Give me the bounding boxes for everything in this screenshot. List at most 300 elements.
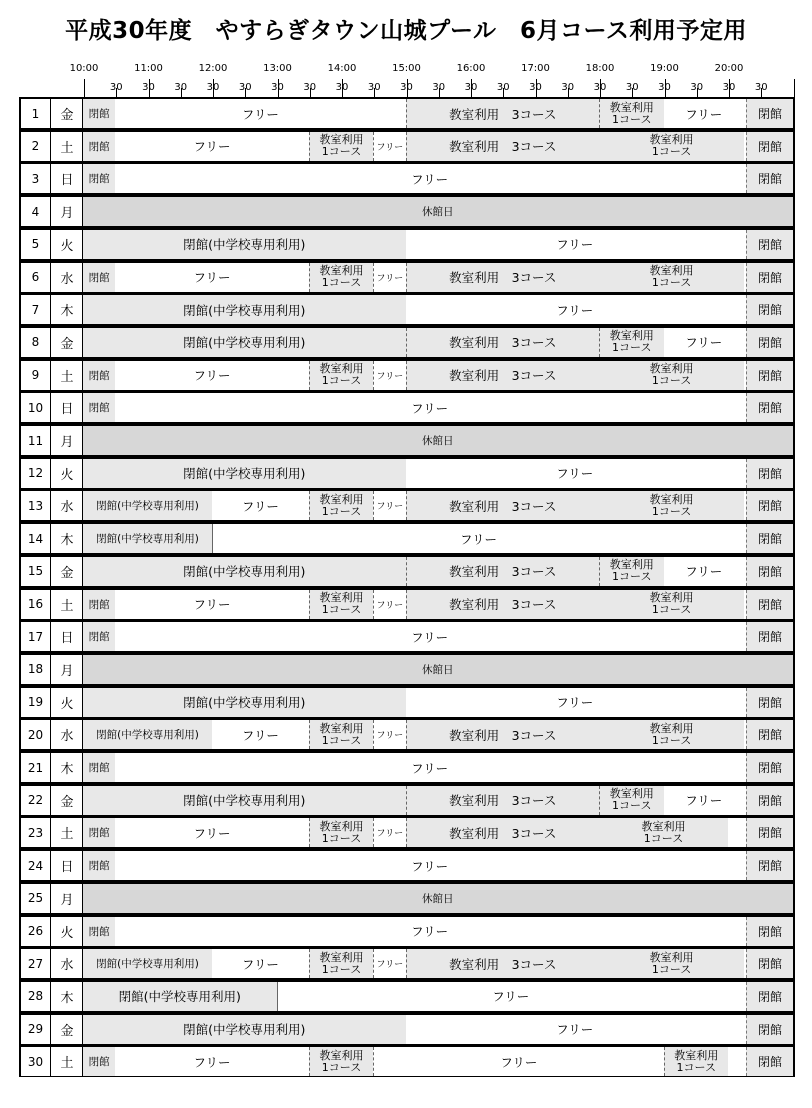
- schedule-segment: 教室利用 3コース: [406, 720, 600, 749]
- schedule-bar: [83, 263, 793, 292]
- time-tick: [84, 79, 85, 97]
- day-number: 8: [21, 328, 51, 357]
- table-row: [21, 590, 793, 619]
- segment-label-line: 1コース: [651, 733, 692, 747]
- schedule-segment: [309, 491, 374, 520]
- schedule-bar: [83, 393, 793, 422]
- table-row: [21, 917, 793, 946]
- table-row: [21, 459, 793, 488]
- day-of-week: 金: [52, 99, 83, 128]
- segment-label-line: 1コース: [612, 570, 652, 584]
- table-row: [21, 818, 793, 847]
- schedule-bar: [83, 590, 793, 619]
- time-tick: [181, 88, 182, 97]
- segment-label-line: 教室利用: [609, 100, 654, 114]
- schedule-bar: [83, 851, 793, 880]
- day-number: 19: [21, 688, 51, 717]
- schedule-segment: フリー: [373, 1047, 663, 1076]
- schedule-bar: [83, 164, 793, 193]
- schedule-segment: フリー: [373, 491, 405, 520]
- schedule-segment: 閉館: [83, 851, 115, 880]
- schedule-segment: フリー: [664, 99, 745, 128]
- segment-label-line: 教室利用: [649, 362, 694, 376]
- day-of-week: 水: [52, 491, 83, 520]
- schedule-bar: [83, 884, 793, 913]
- segment-label-line: 1コース: [321, 504, 362, 518]
- schedule-segment: 閉館(中学校専用利用): [83, 491, 212, 520]
- hour-label: 11:00: [134, 63, 163, 74]
- schedule-bar: [83, 720, 793, 749]
- schedule-segment: フリー: [277, 982, 745, 1011]
- schedule-segment: フリー: [115, 917, 744, 946]
- schedule-segment: [309, 720, 374, 749]
- closing-cell: 閉館: [746, 917, 793, 946]
- closing-cell: 閉館: [746, 164, 793, 193]
- closing-cell: 閉館: [746, 263, 793, 292]
- segment-label-line: 1コース: [651, 276, 692, 289]
- day-of-week: 土: [52, 132, 83, 161]
- minute-label: 30: [432, 82, 446, 93]
- schedule-segment: 閉館(中学校専用利用): [83, 295, 406, 324]
- table-row: [21, 557, 793, 586]
- schedule-bar: [83, 949, 793, 978]
- schedule-segment: フリー: [115, 818, 309, 847]
- schedule-segment: 休館日: [83, 197, 793, 226]
- closing-cell: 閉館: [746, 328, 793, 357]
- schedule-segment: フリー: [373, 720, 405, 749]
- schedule-segment: 閉館(中学校専用利用): [83, 720, 212, 749]
- schedule-segment: [599, 786, 664, 815]
- segment-label-line: 1コース: [676, 1060, 716, 1074]
- schedule-segment: [309, 818, 374, 847]
- time-tick: [471, 79, 472, 97]
- schedule-bar: [83, 459, 793, 488]
- table-row: [21, 491, 793, 520]
- page-title: 平成30年度 やすらぎタウン山城プール 6月コース利用予定用: [65, 18, 747, 44]
- schedule-segment: 閉館: [83, 393, 115, 422]
- segment-label-line: 教室利用: [319, 819, 364, 833]
- day-number: 15: [21, 557, 51, 586]
- schedule-segment: フリー: [115, 1047, 309, 1076]
- schedule-segment: フリー: [115, 132, 309, 161]
- day-number: 6: [21, 263, 51, 292]
- schedule-segment: 閉館(中学校専用利用): [83, 688, 406, 717]
- schedule-segment: [309, 361, 374, 390]
- schedule-segment: フリー: [115, 590, 309, 619]
- schedule-segment: フリー: [115, 393, 744, 422]
- minute-label: 30: [109, 82, 123, 93]
- day-of-week: 土: [52, 590, 83, 619]
- schedule-segment: フリー: [664, 557, 745, 586]
- hour-label: 19:00: [650, 63, 679, 74]
- schedule-segment: 閉館: [83, 1047, 115, 1076]
- schedule-bar: [83, 557, 793, 586]
- day-number: 2: [21, 132, 51, 161]
- minute-label: 30: [367, 82, 381, 93]
- segment-label-line: 教室利用: [319, 591, 364, 604]
- table-row: [21, 328, 793, 357]
- schedule-bar: [83, 818, 793, 847]
- schedule-segment: フリー: [373, 263, 405, 292]
- day-of-week: 土: [52, 818, 83, 847]
- table-row: [21, 720, 793, 749]
- day-number: 10: [21, 393, 51, 422]
- table-row: [21, 164, 793, 193]
- schedule-segment: 閉館: [83, 164, 115, 193]
- day-of-week: 日: [52, 164, 83, 193]
- day-of-week: 水: [52, 949, 83, 978]
- table-row: [21, 1015, 793, 1044]
- schedule-bar: [83, 328, 793, 357]
- schedule-segment: 教室利用 3コース: [406, 99, 600, 128]
- schedule-segment: フリー: [212, 720, 309, 749]
- schedule-segment: 閉館: [83, 361, 115, 390]
- schedule-segment: [309, 1047, 374, 1076]
- day-number: 5: [21, 230, 51, 259]
- time-tick: [149, 79, 150, 97]
- minute-label: 30: [174, 82, 188, 93]
- minute-label: 30: [400, 82, 413, 93]
- schedule-segment: [599, 328, 664, 357]
- segment-label-line: 教室利用: [609, 787, 654, 801]
- schedule-segment: フリー: [406, 1015, 745, 1044]
- schedule-segment: フリー: [664, 328, 745, 357]
- schedule-segment: フリー: [373, 949, 405, 978]
- schedule-segment: フリー: [373, 361, 405, 390]
- day-of-week: 木: [52, 753, 83, 782]
- day-number: 7: [21, 295, 51, 324]
- schedule-segment: 教室利用 3コース: [406, 786, 600, 815]
- schedule-bar: [83, 1047, 793, 1076]
- schedule-segment: 閉館: [83, 99, 115, 128]
- segment-label-line: 1コース: [321, 276, 362, 289]
- day-of-week: 金: [52, 557, 83, 586]
- table-row: [21, 230, 793, 259]
- segment-label-line: 1コース: [321, 374, 362, 388]
- schedule-bar: [83, 197, 793, 226]
- minute-label: 30: [625, 82, 639, 93]
- schedule-segment: [599, 361, 744, 390]
- schedule-segment: 教室利用 3コース: [406, 361, 600, 390]
- segment-label-line: 教室利用: [319, 721, 364, 735]
- minute-label: 30: [658, 82, 671, 93]
- schedule-table: [19, 97, 795, 1077]
- schedule-segment: [309, 263, 374, 292]
- schedule-segment: [599, 263, 744, 292]
- schedule-segment: [599, 132, 744, 161]
- schedule-segment: フリー: [664, 786, 745, 815]
- segment-label-line: 教室利用: [649, 591, 694, 604]
- closing-cell: 閉館: [746, 590, 793, 619]
- schedule-segment: 閉館: [83, 818, 115, 847]
- table-row: [21, 949, 793, 978]
- table-row: [21, 1047, 793, 1076]
- day-of-week: 火: [52, 688, 83, 717]
- day-number: 17: [21, 622, 51, 651]
- day-number: 1: [21, 99, 51, 128]
- schedule-segment: 閉館(中学校専用利用): [83, 328, 406, 357]
- day-number: 3: [21, 164, 51, 193]
- day-number: 26: [21, 917, 51, 946]
- time-tick: [665, 79, 666, 97]
- segment-label-line: 1コース: [321, 145, 362, 159]
- day-of-week: 水: [52, 263, 83, 292]
- schedule-segment: フリー: [406, 295, 745, 324]
- day-of-week: 日: [52, 622, 83, 651]
- schedule-bar: [83, 230, 793, 259]
- time-tick: [568, 88, 569, 97]
- segment-label-line: 1コース: [651, 374, 692, 388]
- schedule-segment: フリー: [373, 132, 405, 161]
- table-row: [21, 688, 793, 717]
- day-number: 22: [21, 786, 51, 815]
- closing-cell: 閉館: [746, 295, 793, 324]
- closing-cell: 閉館: [746, 851, 793, 880]
- schedule-segment: [309, 949, 374, 978]
- table-row: [21, 622, 793, 651]
- time-tick: [407, 79, 408, 97]
- time-tick: [632, 88, 633, 97]
- closing-cell: 閉館: [746, 720, 793, 749]
- schedule-bar: [83, 688, 793, 717]
- schedule-bar: [83, 917, 793, 946]
- day-of-week: 木: [52, 295, 83, 324]
- closing-cell: 閉館: [746, 99, 793, 128]
- schedule-segment: 教室利用 3コース: [406, 328, 600, 357]
- day-of-week: 月: [52, 197, 83, 226]
- schedule-segment: 教室利用 3コース: [406, 263, 600, 292]
- time-tick: [245, 88, 246, 97]
- hour-label: 18:00: [585, 63, 615, 74]
- schedule-bar: [83, 753, 793, 782]
- minute-label: 30: [206, 82, 220, 93]
- hour-label: 10:00: [69, 63, 99, 74]
- minute-label: 30: [529, 82, 542, 93]
- schedule-segment: 休館日: [83, 884, 793, 913]
- segment-label-line: 1コース: [321, 962, 362, 976]
- schedule-segment: 教室利用 3コース: [406, 557, 600, 586]
- schedule-segment: 閉館(中学校専用利用): [83, 982, 277, 1011]
- schedule-segment: フリー: [212, 524, 744, 553]
- segment-label-line: 1コース: [612, 112, 652, 126]
- day-number: 11: [21, 426, 51, 455]
- table-row: [21, 786, 793, 815]
- day-of-week: 土: [52, 361, 83, 390]
- day-of-week: 月: [52, 655, 83, 684]
- day-number: 14: [21, 524, 51, 553]
- schedule-segment: 閉館: [83, 590, 115, 619]
- schedule-bar: [83, 491, 793, 520]
- schedule-segment: [599, 949, 744, 978]
- time-tick: [503, 88, 504, 97]
- segment-label-line: 1コース: [612, 341, 652, 355]
- segment-label-line: 1コース: [321, 603, 362, 616]
- day-of-week: 水: [52, 720, 83, 749]
- day-of-week: 火: [52, 917, 83, 946]
- schedule-segment: [599, 557, 664, 586]
- schedule-segment: [309, 132, 374, 161]
- schedule-segment: 閉館(中学校専用利用): [83, 1015, 406, 1044]
- schedule-segment: フリー: [373, 590, 405, 619]
- closing-cell: 閉館: [746, 622, 793, 651]
- hour-label: 12:00: [198, 63, 228, 74]
- schedule-bar: [83, 982, 793, 1011]
- schedule-segment: フリー: [406, 230, 745, 259]
- segment-label-line: 教室利用: [641, 819, 686, 833]
- schedule-segment: 休館日: [83, 655, 793, 684]
- schedule-segment: 教室利用 3コース: [406, 949, 600, 978]
- segment-label-line: 1コース: [643, 831, 684, 845]
- time-tick: [600, 79, 601, 97]
- schedule-segment: 閉館(中学校専用利用): [83, 524, 212, 553]
- time-tick: [116, 88, 117, 97]
- schedule-segment: 教室利用 3コース: [406, 590, 600, 619]
- schedule-segment: 閉館: [83, 917, 115, 946]
- minute-label: 30: [690, 82, 704, 93]
- minute-label: 30: [722, 82, 736, 93]
- day-number: 21: [21, 753, 51, 782]
- segment-label-line: 教室利用: [649, 133, 694, 147]
- time-tick: [761, 88, 762, 97]
- day-of-week: 月: [52, 884, 83, 913]
- day-number: 12: [21, 459, 51, 488]
- minute-label: 30: [754, 82, 768, 93]
- time-tick: [439, 88, 440, 97]
- hour-label: 17:00: [521, 63, 550, 74]
- schedule-segment: [599, 590, 744, 619]
- day-of-week: 金: [52, 328, 83, 357]
- schedule-segment: フリー: [115, 164, 744, 193]
- table-row: [21, 197, 793, 226]
- schedule-segment: 教室利用 3コース: [406, 818, 600, 847]
- table-row: [21, 982, 793, 1011]
- schedule-segment: フリー: [115, 753, 744, 782]
- day-of-week: 月: [52, 426, 83, 455]
- closing-cell: 閉館: [746, 557, 793, 586]
- schedule-segment: フリー: [115, 99, 405, 128]
- minute-label: 30: [593, 82, 607, 93]
- schedule-segment: フリー: [115, 851, 744, 880]
- day-of-week: 土: [52, 1047, 83, 1076]
- day-of-week: 火: [52, 459, 83, 488]
- time-tick: [794, 79, 795, 97]
- day-number: 9: [21, 361, 51, 390]
- closing-cell: 閉館: [746, 818, 793, 847]
- schedule-segment: フリー: [212, 491, 309, 520]
- segment-label-line: 教室利用: [319, 133, 364, 147]
- closing-cell: 閉館: [746, 688, 793, 717]
- segment-label-line: 教室利用: [649, 721, 694, 735]
- segment-label-line: 教室利用: [319, 264, 364, 277]
- table-row: [21, 753, 793, 782]
- schedule-segment: 閉館(中学校専用利用): [83, 230, 406, 259]
- minute-label: 30: [271, 82, 284, 93]
- schedule-segment: 閉館(中学校専用利用): [83, 786, 406, 815]
- day-of-week: 金: [52, 1015, 83, 1044]
- segment-label-line: 教室利用: [649, 950, 694, 964]
- segment-label-line: 教室利用: [649, 264, 694, 277]
- day-of-week: 金: [52, 786, 83, 815]
- table-row: [21, 263, 793, 292]
- day-of-week: 日: [52, 851, 83, 880]
- schedule-segment: 閉館: [83, 132, 115, 161]
- table-row: [21, 132, 793, 161]
- hour-label: 14:00: [327, 63, 357, 74]
- schedule-segment: [599, 720, 744, 749]
- minute-label: 30: [561, 82, 575, 93]
- segment-label-line: 1コース: [321, 1060, 362, 1074]
- hour-label: 20:00: [714, 63, 744, 74]
- schedule-segment: 閉館(中学校専用利用): [83, 557, 406, 586]
- minute-label: 30: [335, 82, 349, 93]
- schedule-segment: フリー: [115, 263, 309, 292]
- segment-label-line: 教室利用: [319, 950, 364, 964]
- segment-label-line: 1コース: [612, 799, 652, 813]
- segment-label-line: 教室利用: [319, 492, 364, 506]
- table-row: [21, 426, 793, 455]
- closing-cell: 閉館: [746, 459, 793, 488]
- time-tick: [697, 88, 698, 97]
- schedule-segment: [309, 590, 374, 619]
- closing-cell: 閉館: [746, 786, 793, 815]
- schedule-segment: 閉館: [83, 622, 115, 651]
- schedule-segment: [599, 491, 744, 520]
- time-tick: [729, 79, 730, 97]
- segment-label-line: 教室利用: [319, 362, 364, 376]
- minute-label: 30: [303, 82, 317, 93]
- schedule-segment: フリー: [115, 622, 744, 651]
- closing-cell: 閉館: [746, 1047, 793, 1076]
- minute-label: 30: [142, 82, 155, 93]
- time-scale: [84, 79, 795, 97]
- day-number: 16: [21, 590, 51, 619]
- schedule-segment: 教室利用 3コース: [406, 491, 600, 520]
- table-row: [21, 655, 793, 684]
- table-row: [21, 884, 793, 913]
- schedule-bar: [83, 655, 793, 684]
- segment-label-line: 1コース: [321, 733, 362, 747]
- minute-label: 30: [464, 82, 478, 93]
- closing-cell: 閉館: [746, 393, 793, 422]
- schedule-segment: フリー: [212, 949, 309, 978]
- day-number: 30: [21, 1047, 51, 1076]
- closing-cell: 閉館: [746, 949, 793, 978]
- day-number: 18: [21, 655, 51, 684]
- hour-label: 13:00: [263, 63, 292, 74]
- schedule-bar: [83, 99, 793, 128]
- schedule-segment: [599, 818, 728, 847]
- schedule-bar: [83, 132, 793, 161]
- time-tick: [374, 88, 375, 97]
- table-row: [21, 851, 793, 880]
- segment-label-line: 教室利用: [674, 1048, 719, 1062]
- table-row: [21, 295, 793, 324]
- schedule-segment: [599, 99, 664, 128]
- schedule-segment: フリー: [373, 818, 405, 847]
- time-tick: [342, 79, 343, 97]
- day-number: 23: [21, 818, 51, 847]
- segment-label-line: 教室利用: [649, 492, 694, 506]
- closing-cell: 閉館: [746, 1015, 793, 1044]
- closing-cell: 閉館: [746, 230, 793, 259]
- day-number: 28: [21, 982, 51, 1011]
- schedule-segment: 閉館: [83, 263, 115, 292]
- day-number: 29: [21, 1015, 51, 1044]
- segment-label-line: 教室利用: [609, 558, 654, 572]
- closing-cell: 閉館: [746, 361, 793, 390]
- schedule-segment: 閉館(中学校専用利用): [83, 459, 406, 488]
- minute-label: 30: [496, 82, 510, 93]
